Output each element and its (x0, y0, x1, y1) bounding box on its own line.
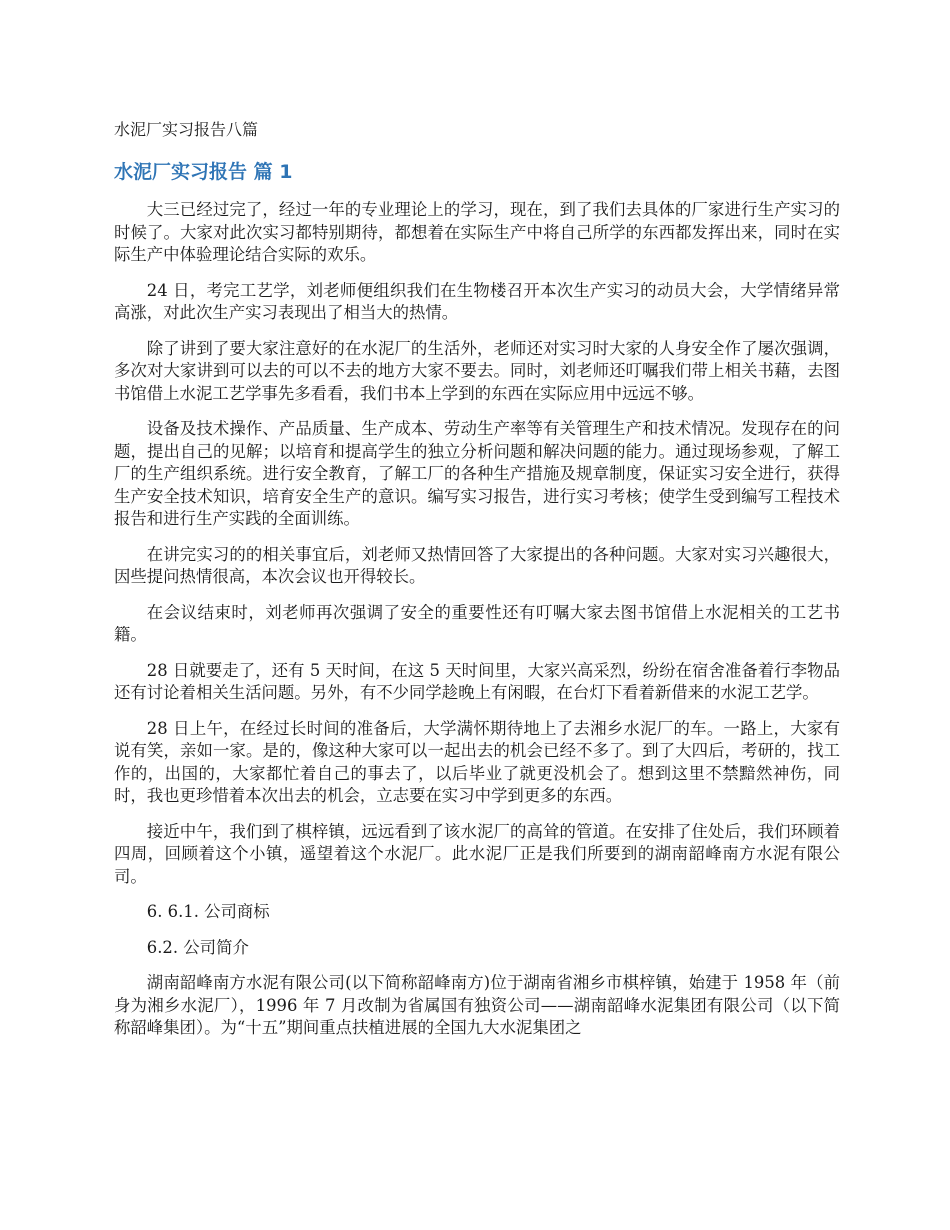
paragraph: 28 日上午，在经过长时间的准备后，大学满怀期待地上了去湘乡水泥厂的车。一路上，大家有说有笑，亲如一家。是的，像这种大家可以一起出去的机会已经不多了。到了大四后，考研的，找工作的，出国的，大家都忙着自己的事去了，以后毕业了就更没机会了。想到这里不禁黯然神伤，同时，我也更珍惜着本次出去的机会，立志要在实习中学到更多的东西。 (114, 718, 840, 805)
sub-heading-company-logo: 6. 6.1. 公司商标 (146, 902, 270, 921)
document-page (114, 118, 840, 1053)
section-heading: 水泥厂实习报告 篇 1 (114, 161, 293, 183)
paragraph: 28 日就要走了，还有 5 天时间，在这 5 天时间里，大家兴高采烈，纷纷在宿舍准备着行李物品还有讨论着相关生活问题。另外，有不少同学趁晚上有闲暇，在台灯下看着新借来的水泥工艺学。 (114, 660, 840, 702)
document-title: 水泥厂实习报告八篇 (114, 120, 259, 139)
paragraph: 24 日，考完工艺学，刘老师便组织我们在生物楼召开本次生产实习的动员大会，大学情绪异常高涨，对此次生产实习表现出了相当大的热情。 (114, 280, 840, 322)
paragraph: 除了讲到了要大家注意好的在水泥厂的生活外，老师还对实习时大家的人身安全作了屡次强调，多次对大家讲到可以去的可以不去的地方大家不要去。同时，刘老师还叮嘱我们带上相关书藉，去图书馆借上水泥工艺学事先多看看，我们书本上学到的东西在实际应用中远远不够。 (114, 338, 840, 403)
paragraph: 接近中午，我们到了棋梓镇，远远看到了该水泥厂的高耸的管道。在安排了住处后，我们环顾着四周，回顾着这个小镇，遥望着这个水泥厂。此水泥厂正是我们所要到的湖南韶峰南方水泥有限公司。 (114, 821, 840, 886)
paragraph: 在会议结束时，刘老师再次强调了安全的重要性还有叮嘱大家去图书馆借上水泥相关的工艺书籍。 (114, 602, 840, 644)
paragraph: 在讲完实习的的相关事宜后，刘老师又热情回答了大家提出的各种问题。大家对实习兴趣很大，因些提问热情很高，本次会议也开得较长。 (114, 544, 840, 586)
sub-heading-company-intro: 6.2. 公司简介 (146, 937, 249, 957)
paragraph: 设备及技术操作、产品质量、生产成本、劳动生产率等有关管理生产和技术情况。发现存在的问题，提出自己的见解；以培育和提高学生的独立分析问题和解决问题的能力。通过现场参观，了解工厂的生产组织系统。进行安全教育，了解工厂的各种生产措施及规章制度，保证实习安全进行，获得生产安全技术知识，培育安全生产的意识。编写实习报告，进行实习考核；使学生受到编写工程技术报告和进行生产实践的全面训练。 (114, 419, 840, 528)
paragraph-company-intro: 湖南韶峰南方水泥有限公司(以下简称韶峰南方)位于湖南省湘乡市棋梓镇，始建于 1958 年（前身为湘乡水泥厂），1996 年 7 月改制为省属国有独资公司——湖南韶峰水泥集团有限公司（以下简称韶峰集团）。为“十五”期间重点扶植进展的全国九大水泥集团之 (114, 973, 840, 1037)
paragraph: 大三已经过完了，经过一年的专业理论上的学习，现在，到了我们去具体的厂家进行生产实习的时候了。大家对此次实习都特别期待，都想着在实际生产中将自己所学的东西都发挥出来，同时在实际生产中体验理论结合实际的欢乐。 (114, 200, 840, 264)
